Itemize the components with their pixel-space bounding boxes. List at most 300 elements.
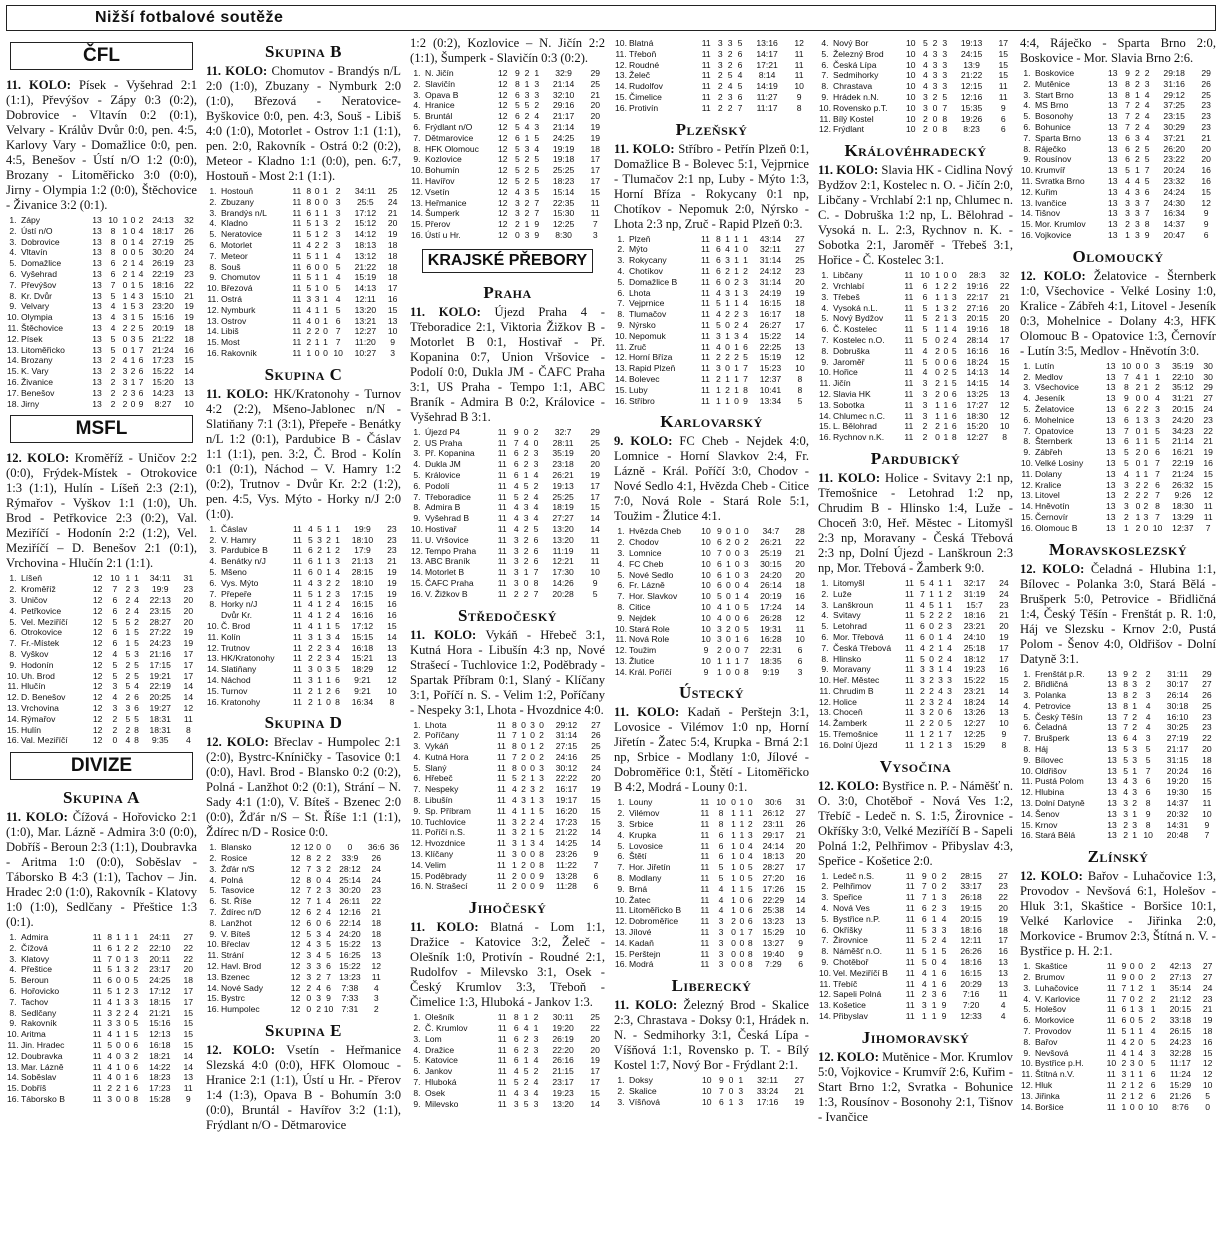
stat-cell: 10	[905, 81, 916, 92]
table-row	[1020, 469, 1216, 480]
stat-cell: 15	[184, 355, 194, 366]
rank-cell: 6.	[821, 924, 829, 935]
stat-cell: 4	[308, 577, 313, 588]
table-row	[818, 654, 1013, 665]
results-paragraph	[1020, 562, 1216, 667]
stat-cell: 25	[591, 751, 601, 762]
stat-cell: 1	[943, 399, 949, 410]
rank-cell: 13.	[207, 653, 219, 664]
rank-cell: 1.	[821, 270, 829, 281]
stat-cell: 0	[929, 653, 934, 664]
results-paragraph	[6, 810, 197, 930]
table-row	[206, 337, 401, 348]
stat-cell: 17	[590, 1066, 600, 1077]
team-cell: Chodov	[629, 537, 659, 548]
column-1	[6, 36, 197, 1228]
team-cell: Čížová	[21, 942, 48, 953]
rank-cell: 12.	[1021, 787, 1033, 798]
rank-cell: 2.	[617, 1086, 625, 1097]
table-row	[614, 927, 809, 938]
stat-cell: 9	[1203, 219, 1209, 230]
stat-cell: 11	[700, 276, 710, 287]
stat-cell: 3	[941, 903, 947, 914]
stat-cell: 26:20	[1163, 143, 1185, 154]
results-paragraph: 4:4, Ráječko - Sparta Brno 2:0, Boskovice - Mor. Slavia Brno 2:6.	[1020, 36, 1216, 65]
stat-cell: 9	[798, 937, 803, 948]
stat-cell: 2	[943, 367, 949, 378]
rank-cell: 2.	[413, 1023, 421, 1034]
stat-cell: 23:22	[1163, 154, 1185, 165]
stat-cell: 5	[1155, 436, 1160, 447]
stat-cell: 1	[716, 655, 722, 666]
stat-cell: 6	[513, 448, 519, 459]
team-cell: Hostouň	[221, 186, 254, 196]
team-cell: Dukla JM	[425, 459, 461, 470]
stat-cell: 11	[292, 196, 302, 207]
stat-cell: 2	[931, 903, 937, 914]
table-row	[410, 752, 605, 763]
table-row	[1020, 165, 1216, 176]
stat-cell: 4	[725, 244, 730, 255]
stat-cell: 23	[387, 534, 397, 545]
stat-cell: 11	[292, 674, 302, 685]
stat-cell: 4	[533, 502, 539, 513]
stat-cell: 7	[593, 859, 599, 870]
stat-cell: 5	[1144, 143, 1150, 154]
stat-cell: 5	[539, 805, 544, 816]
table-row	[6, 355, 197, 366]
table-row	[410, 219, 605, 230]
table-row	[614, 949, 809, 960]
team-cell: Kroměříž	[21, 584, 56, 595]
stat-cell: 6	[951, 421, 957, 432]
stat-cell: 1	[725, 601, 731, 612]
rank-cell: 15.	[411, 870, 423, 881]
stat-cell: 18:30	[1172, 501, 1194, 512]
stat-cell: 11	[905, 870, 915, 881]
table-row	[1020, 1037, 1216, 1048]
table-row	[6, 366, 197, 377]
stat-cell: 4	[921, 967, 927, 978]
stat-cell: 1	[739, 819, 745, 830]
stat-cell: 17	[795, 862, 806, 873]
team-cell: Víšňová	[629, 1096, 661, 1107]
stat-cell: 6	[1145, 776, 1151, 787]
rank-cell: 3.	[821, 599, 829, 610]
stat-cell: 2	[1134, 154, 1140, 165]
stat-cell: 3	[521, 795, 526, 806]
stat-cell: 11	[904, 324, 914, 335]
stat-cell: 4	[533, 513, 539, 524]
rank-cell: 1.	[1023, 68, 1031, 78]
rank-cell: 1.	[209, 523, 217, 534]
table-row	[818, 357, 1013, 368]
rank-cell: 3.	[9, 953, 17, 964]
stat-cell: 8	[110, 225, 116, 236]
rank-cell: 7.	[1023, 1026, 1031, 1037]
table-row	[614, 634, 809, 645]
rank-cell: 13.	[1021, 798, 1033, 809]
team-cell: Dražice	[425, 1044, 455, 1055]
stat-cell: 21	[371, 907, 382, 918]
table-row	[410, 1066, 605, 1077]
table-row	[614, 1075, 809, 1086]
stat-cell: 6	[308, 556, 313, 567]
stat-cell: 13	[1106, 382, 1116, 393]
stat-cell: 1	[739, 797, 745, 808]
stat-cell: 18:19	[552, 502, 574, 513]
stat-cell: 29	[1201, 68, 1211, 78]
stat-cell: 5	[130, 301, 136, 312]
stat-cell: 1	[115, 996, 121, 1007]
table-row	[818, 957, 1013, 968]
stat-cell: 11	[92, 1007, 102, 1018]
rank-cell: 3.	[413, 448, 421, 459]
stat-cell: 17	[387, 283, 398, 294]
stat-cell: 11	[496, 730, 506, 741]
table-row	[818, 686, 1013, 697]
stat-cell: 10	[905, 91, 916, 102]
stat-cell: 6	[513, 469, 519, 480]
stat-cell: 7	[138, 376, 144, 387]
stat-cell: 24:15	[960, 48, 983, 59]
stat-cell: 12	[290, 993, 301, 1004]
stat-cell: 7	[716, 547, 722, 558]
stat-cell: 3	[133, 996, 139, 1007]
team-cell: Modrá	[629, 959, 654, 970]
table-row	[206, 326, 401, 337]
stat-cell: 4	[134, 681, 139, 692]
stat-cell	[388, 896, 401, 907]
stat-cell: 2	[112, 713, 118, 724]
stat-cell: 3	[107, 1094, 113, 1105]
stat-cell: 5	[112, 670, 118, 681]
stat-cell: 26:15	[1169, 1026, 1192, 1037]
stat-cell: 23	[999, 599, 1009, 610]
stat-cell: 5	[514, 154, 520, 165]
table-row	[614, 841, 809, 852]
rank-cell: 15.	[207, 993, 219, 1004]
team-cell: Dolní Újezd	[833, 739, 878, 750]
stat-cell: 0	[122, 344, 128, 355]
stat-cell: 18	[795, 580, 805, 591]
round-label: 12. KOLO:	[1020, 268, 1094, 283]
team-cell: Chlumec n.C.	[833, 410, 886, 421]
rank-cell: 13.	[411, 849, 423, 860]
stat-cell: 1	[943, 421, 949, 432]
stat-cell: 7	[737, 102, 743, 113]
stat-cell: 2	[107, 1083, 113, 1094]
stat-cell: 23	[184, 258, 194, 269]
stat-cell: 5	[1155, 425, 1160, 436]
stat-cell: 2	[1121, 1090, 1127, 1101]
stat-cell: 2	[523, 459, 529, 470]
stat-cell: 6	[133, 1072, 139, 1083]
team-cell: Mohelnice	[1035, 414, 1075, 425]
stat-cell: 24	[371, 874, 382, 885]
team-cell: Dolní Datyně	[1035, 798, 1085, 809]
rank-cell: 10.	[615, 623, 627, 634]
stat-cell: 3	[1123, 808, 1128, 819]
stat-cell: 2	[534, 100, 540, 111]
stat-cell: 4	[335, 653, 340, 664]
team-cell: Holice	[833, 696, 857, 707]
rank-cell: 12.	[615, 645, 627, 656]
rank-cell: 9.	[209, 272, 217, 283]
stat-cell: 4	[716, 309, 721, 320]
stat-cell: 11	[292, 545, 302, 556]
table-row	[614, 624, 809, 635]
team-cell: Sedlčany	[21, 1007, 57, 1018]
stat-cell: 2	[317, 642, 322, 653]
rank-cell: 5.	[413, 111, 421, 122]
stat-cell: 12	[92, 616, 103, 627]
stat-cell: 11	[92, 1040, 102, 1051]
stat-cell: 3	[1125, 197, 1130, 208]
stat-cell: 13	[1107, 808, 1117, 819]
stat-cell: 14	[591, 838, 601, 849]
table-row	[1020, 393, 1216, 404]
team-cell: Humpolec	[221, 1004, 260, 1015]
rank-cell: 9.	[821, 664, 829, 675]
stat-cell: 11	[92, 1083, 102, 1094]
team-cell: Hulín	[21, 724, 42, 735]
stat-cell: 25	[591, 741, 601, 752]
stat-cell: 6	[514, 111, 520, 122]
stat-cell: 7	[306, 885, 312, 896]
rank-cell: 3.	[413, 1033, 421, 1044]
team-cell: Líšeň	[21, 573, 43, 584]
stat-cell: 27	[795, 808, 806, 819]
table-row	[1020, 198, 1216, 209]
stat-cell: 24:19	[759, 287, 782, 298]
team-cell: Pelhřimov	[833, 881, 872, 892]
table-row	[818, 881, 1013, 892]
stat-cell: 3	[513, 567, 519, 578]
stat-cell: 10	[701, 1075, 712, 1086]
rank-cell: 5.	[617, 276, 625, 287]
stat-cell: 0	[314, 196, 320, 207]
stat-cell: 4	[1135, 371, 1141, 382]
stat-cell: 6	[737, 91, 743, 102]
region-heading: Skupina E	[265, 1021, 342, 1041]
stat-cell: 11	[292, 304, 302, 315]
table-row	[206, 653, 401, 664]
stat-cell: 3	[929, 664, 934, 675]
stat-cell: 5	[534, 165, 540, 176]
stat-cell: 4	[133, 1007, 139, 1018]
stat-cell: 6	[306, 207, 312, 218]
results-text: Blatná - Lom 1:1, Dražice - Katovice 3:2, Želeč - Olešník 1:0, Protivín - Roudné 2:1, Rudolfov - Milevsko 3:1, Osek - Český Krumlov 3:3, Třeboň - Čimelice 1:3, Hluboká - Jankov 1:3.	[410, 920, 605, 1010]
stat-cell: 3	[316, 961, 322, 972]
stat-cell: 1	[725, 395, 730, 406]
stat-cell: 2	[306, 326, 312, 337]
section-box-heading: ČFL	[10, 42, 193, 70]
stat-cell: 0	[929, 621, 934, 632]
table-row	[818, 989, 1013, 1000]
stat-cell: 6	[308, 566, 313, 577]
team-cell: Heř. Městec	[833, 675, 880, 686]
stat-cell: 27:22	[149, 627, 171, 638]
stat-cell: 1	[524, 78, 530, 89]
stat-cell: 0	[1138, 1058, 1144, 1069]
stat-cell: 25:38	[762, 905, 785, 916]
stat-cell: 19	[591, 784, 601, 795]
team-cell: Brumov	[1035, 972, 1065, 983]
rank-cell: 16.	[207, 696, 219, 707]
table-row	[410, 784, 605, 795]
stat-cell: 3	[717, 59, 723, 70]
table-row	[614, 1086, 809, 1097]
rank-cell: 9.	[821, 91, 829, 102]
stat-cell: 15:35	[960, 102, 983, 113]
stat-cell: 13	[92, 333, 102, 344]
stat-cell: 20	[999, 313, 1010, 324]
stat-cell: 5	[534, 132, 540, 143]
stat-cell: 7	[921, 881, 927, 892]
stat-cell: 9	[514, 68, 520, 78]
rank-cell: 13.	[615, 70, 627, 81]
team-cell: Motorlet B	[425, 567, 465, 578]
stat-cell: 11	[497, 448, 507, 459]
stat-cell: 0	[935, 367, 940, 378]
stat-cell: 2	[731, 916, 736, 927]
stat-cell: 11	[905, 967, 915, 978]
rank-cell: 9.	[1023, 1047, 1031, 1058]
stat-cell: 14	[591, 827, 601, 838]
stat-cell: 1	[935, 410, 940, 421]
stat-cell: 14	[590, 513, 600, 524]
stat-cell: 4	[335, 610, 340, 621]
stat-cell: 6	[513, 1033, 519, 1044]
stat-cell: 12:21	[552, 556, 574, 567]
stat-cell: 1	[739, 808, 745, 819]
stat-cell: 3	[932, 59, 938, 70]
stat-cell: 2	[110, 376, 116, 387]
stat-cell: 2	[533, 1012, 539, 1023]
stat-cell: 6	[533, 534, 539, 545]
stat-cell: 1	[1129, 1080, 1135, 1091]
stat-cell: 5	[942, 91, 948, 102]
stat-cell: 1	[935, 399, 940, 410]
team-cell: Nový Bor	[833, 38, 869, 48]
table-row	[6, 606, 197, 617]
table-row	[818, 70, 1013, 81]
stat-cell: 11	[904, 577, 914, 588]
stat-cell: 2	[110, 398, 116, 409]
stat-cell: 1	[938, 664, 943, 675]
rank-cell: 7.	[413, 1077, 421, 1088]
stat-cell: 22	[1202, 733, 1212, 744]
stat-cell: 6	[951, 410, 957, 421]
table-row	[410, 165, 605, 176]
team-cell: Beroun	[21, 975, 49, 986]
stat-cell: 1	[122, 301, 128, 312]
stat-cell: 7:20	[962, 1000, 980, 1011]
stat-cell: 5	[138, 333, 144, 344]
stat-cell: 11	[904, 421, 914, 432]
stat-cell: 6	[747, 894, 753, 905]
stat-cell: 11	[701, 70, 711, 81]
stat-cell: 13	[1106, 393, 1116, 404]
stat-cell: 1	[130, 279, 136, 290]
stat-cell: 3	[534, 78, 540, 89]
stat-cell: 10	[110, 573, 120, 584]
stat-cell: 12:13	[149, 1029, 171, 1040]
rank-cell: 15.	[207, 685, 219, 696]
stat-cell: 2	[523, 491, 529, 502]
stat-cell: 3	[942, 59, 948, 70]
rank-cell: 7.	[1023, 132, 1031, 143]
stat-cell: 2	[747, 819, 753, 830]
stat-cell: 1	[1129, 1004, 1135, 1015]
stat-cell: 15	[183, 1040, 194, 1051]
stat-cell: 5	[133, 975, 139, 986]
stat-cell: 34:11	[149, 573, 171, 584]
stat-cell: 1	[314, 250, 320, 261]
stat-cell: 3	[513, 534, 519, 545]
team-cell: Olešník	[425, 1012, 455, 1023]
stat-cell: 11	[92, 953, 102, 964]
table-row	[1020, 458, 1216, 469]
stat-cell: 12	[290, 950, 301, 961]
team-cell: Zruč	[629, 341, 647, 352]
table-row	[410, 470, 605, 481]
stat-cell: 1	[335, 523, 340, 534]
stat-cell: 8	[1123, 382, 1129, 393]
table-row	[614, 905, 809, 916]
team-cell: Admira	[21, 932, 49, 943]
stat-cell: 13	[92, 344, 102, 355]
team-cell: Luže	[833, 588, 852, 599]
stat-cell: 23	[1203, 414, 1213, 425]
stat-cell: 11	[700, 937, 710, 948]
stat-cell: 11	[496, 881, 506, 892]
stat-cell: 22:10	[149, 942, 171, 953]
stat-cell: 3	[130, 333, 136, 344]
table-row	[206, 316, 401, 327]
stat-cell: 11	[904, 675, 914, 686]
team-cell: Fr. Lázně	[629, 580, 665, 591]
stat-cell: 27:15	[555, 741, 578, 752]
stat-cell: 12:11	[960, 935, 982, 946]
stat-cell: 2	[1135, 403, 1141, 414]
stat-cell: 17:23	[149, 1083, 171, 1094]
table-row	[410, 230, 605, 241]
stat-cell: 5	[524, 100, 530, 111]
stat-cell: 1	[314, 283, 320, 294]
stat-cell: 3	[1144, 78, 1150, 89]
stat-cell: 0	[734, 645, 740, 656]
rank-cell: 11.	[7, 322, 19, 333]
team-cell: Sapeli Polná	[833, 989, 882, 1000]
stat-cell: 32:11	[760, 244, 781, 255]
stat-cell: 11	[292, 315, 302, 326]
stat-cell: 2	[920, 685, 925, 696]
stat-cell: 17	[590, 480, 600, 491]
stat-cell: 27	[1202, 972, 1213, 983]
stat-cell: 23	[998, 881, 1008, 892]
stat-cell: 3	[1132, 776, 1138, 787]
region-heading: Jihomoravský	[861, 1027, 970, 1047]
stat-cell: 3	[107, 1007, 113, 1018]
stat-cell: 5	[1125, 165, 1130, 176]
stat-cell: 6	[107, 975, 113, 986]
stat-cell: 8:14	[758, 70, 776, 81]
rank-cell: 7.	[209, 588, 217, 599]
stat-cell: 2	[1123, 819, 1128, 830]
stat-cell: 10	[701, 558, 711, 569]
